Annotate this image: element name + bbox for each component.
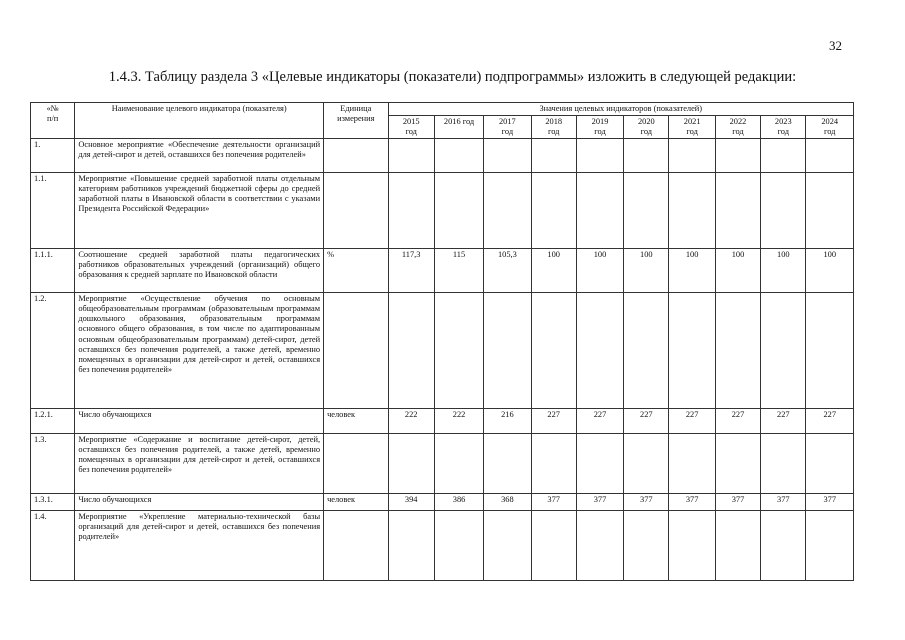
value-cell xyxy=(434,434,483,494)
indicator-name: Число обучающихся xyxy=(75,409,324,434)
row-number: 1. xyxy=(31,139,75,173)
value-cell: 227 xyxy=(531,409,576,434)
value-cell xyxy=(434,139,483,173)
indicator-name: Мероприятие «Повышение средней заработной платы отдельным категориям работников учреждений бюджетной сферы до средней заработной платы в Ивановской области в соответствии с указами Президента Российской Федерации» xyxy=(75,173,324,249)
indicators-table xyxy=(30,102,854,581)
header-num-line2: п/п xyxy=(47,114,59,124)
unit-cell: % xyxy=(324,249,388,293)
value-cell: 386 xyxy=(434,494,483,511)
value-cell: 105,3 xyxy=(484,249,531,293)
header-year-line: 2016 год xyxy=(443,117,475,127)
indicator-name: Число обучающихся xyxy=(75,494,324,511)
header-year xyxy=(388,116,434,139)
row-number: 1.1.1. xyxy=(31,249,75,293)
value-cell: 115 xyxy=(434,249,483,293)
value-cell xyxy=(715,173,760,249)
table-body xyxy=(31,139,854,581)
value-cell: 227 xyxy=(669,409,715,434)
header-year-line: 2015 xyxy=(402,117,420,127)
value-cell: 100 xyxy=(531,249,576,293)
header-num-line1: «№ xyxy=(46,104,59,113)
value-cell xyxy=(624,511,669,581)
unit-cell: человек xyxy=(324,494,388,511)
value-cell: 227 xyxy=(806,409,854,434)
value-cell: 394 xyxy=(388,494,434,511)
value-cell xyxy=(484,511,531,581)
value-cell: 222 xyxy=(434,409,483,434)
header-unit-line2: измерения xyxy=(337,114,375,124)
value-cell xyxy=(388,293,434,409)
row-number: 1.3.1. xyxy=(31,494,75,511)
value-cell: 100 xyxy=(576,249,623,293)
value-cell xyxy=(761,511,806,581)
value-cell xyxy=(715,434,760,494)
header-year-line: 2019 xyxy=(591,117,609,127)
value-cell xyxy=(531,293,576,409)
value-cell xyxy=(761,434,806,494)
value-cell xyxy=(669,139,715,173)
value-cell: 100 xyxy=(806,249,854,293)
value-cell xyxy=(669,511,715,581)
table-row xyxy=(31,139,854,173)
header-year xyxy=(669,116,715,139)
value-cell: 377 xyxy=(761,494,806,511)
value-cell xyxy=(624,139,669,173)
header-year-line: 2022 xyxy=(729,117,747,127)
header-year-line: год xyxy=(640,127,653,137)
row-number: 1.4. xyxy=(31,511,75,581)
header-year-line: год xyxy=(547,127,560,137)
header-year-line: 2021 xyxy=(683,117,701,127)
header-year xyxy=(624,116,669,139)
value-cell: 377 xyxy=(531,494,576,511)
header-year xyxy=(576,116,623,139)
row-number: 1.2. xyxy=(31,293,75,409)
value-cell: 100 xyxy=(761,249,806,293)
row-number: 1.3. xyxy=(31,434,75,494)
header-name: Наименование целевого индикатора (показателя) xyxy=(75,103,324,139)
table-row xyxy=(31,249,854,293)
value-cell xyxy=(484,173,531,249)
value-cell: 377 xyxy=(806,494,854,511)
value-cell xyxy=(806,293,854,409)
table-row xyxy=(31,511,854,581)
header-values-group: Значения целевых индикаторов (показателей) xyxy=(388,103,853,116)
header-year-line: год xyxy=(824,127,836,137)
value-cell xyxy=(715,139,760,173)
table-row xyxy=(31,293,854,409)
value-cell: 377 xyxy=(576,494,623,511)
value-cell xyxy=(806,511,854,581)
value-cell xyxy=(388,139,434,173)
unit-cell xyxy=(324,511,388,581)
table-row xyxy=(31,173,854,249)
header-year-line: 2024 xyxy=(821,117,839,127)
value-cell: 377 xyxy=(624,494,669,511)
value-cell xyxy=(531,173,576,249)
value-cell xyxy=(761,139,806,173)
value-cell: 227 xyxy=(715,409,760,434)
value-cell xyxy=(624,434,669,494)
value-cell xyxy=(434,173,483,249)
value-cell xyxy=(576,434,623,494)
unit-cell: человек xyxy=(324,409,388,434)
value-cell xyxy=(434,511,483,581)
header-year-line: 2023 xyxy=(774,117,792,127)
value-cell: 100 xyxy=(715,249,760,293)
value-cell xyxy=(531,511,576,581)
value-cell: 100 xyxy=(624,249,669,293)
value-cell: 227 xyxy=(761,409,806,434)
value-cell xyxy=(624,173,669,249)
value-cell: 368 xyxy=(484,494,531,511)
header-year xyxy=(531,116,576,139)
header-year-line: год xyxy=(732,127,744,137)
header-year-line: 2018 xyxy=(545,117,563,127)
indicator-name: Мероприятие «Укрепление материально-технической базы организаций для детей-сирот и детей, оставшихся без попечения родителей» xyxy=(75,511,324,581)
value-cell: 100 xyxy=(669,249,715,293)
value-cell xyxy=(576,293,623,409)
value-cell: 117,3 xyxy=(388,249,434,293)
header-year-line: год xyxy=(594,127,606,137)
value-cell: 216 xyxy=(484,409,531,434)
page-number: 32 xyxy=(829,38,842,53)
header-year-line: год xyxy=(405,127,417,137)
unit-cell xyxy=(324,173,388,249)
value-cell xyxy=(484,293,531,409)
header-year xyxy=(484,116,531,139)
value-cell: 227 xyxy=(624,409,669,434)
unit-cell xyxy=(324,139,388,173)
header-year xyxy=(761,116,806,139)
value-cell xyxy=(576,173,623,249)
header-year xyxy=(434,116,483,139)
value-cell xyxy=(434,293,483,409)
indicator-name: Мероприятие «Осуществление обучения по основным общеобразовательным программам (образовательным программам дошкольного образования, образовательным программам основного общего образования, в том числе по адаптированным основным общеобразовательным программам) детей-сирот, детей оставшихся без попечения родителей, а также детей, временно помещенных в организации для детей-сирот и детей, оставшихся без попечения родителей» xyxy=(75,293,324,409)
value-cell xyxy=(715,293,760,409)
header-num xyxy=(31,103,75,139)
value-cell: 377 xyxy=(669,494,715,511)
value-cell xyxy=(388,173,434,249)
value-cell xyxy=(806,434,854,494)
value-cell xyxy=(669,173,715,249)
value-cell xyxy=(806,173,854,249)
row-number: 1.2.1. xyxy=(31,409,75,434)
value-cell xyxy=(715,511,760,581)
value-cell: 222 xyxy=(388,409,434,434)
header-year-line: год xyxy=(686,127,698,137)
value-cell xyxy=(388,511,434,581)
value-cell xyxy=(576,139,623,173)
value-cell xyxy=(484,434,531,494)
table-row xyxy=(31,494,854,511)
value-cell xyxy=(806,139,854,173)
header-year xyxy=(715,116,760,139)
value-cell xyxy=(761,293,806,409)
indicator-name: Мероприятие «Содержание и воспитание детей-сирот, детей, оставшихся без попечения родителей, а также детей, временно помещенных в организации для детей-сирот и детей, оставшихся без попечения родителей» xyxy=(75,434,324,494)
value-cell xyxy=(576,511,623,581)
value-cell: 227 xyxy=(576,409,623,434)
value-cell xyxy=(388,434,434,494)
section-heading: 1.4.3. Таблицу раздела 3 «Целевые индикаторы (показатели) подпрограммы» изложить в следующей редакции: xyxy=(108,69,797,85)
value-cell xyxy=(484,139,531,173)
header-unit xyxy=(324,103,388,139)
value-cell xyxy=(669,434,715,494)
value-cell xyxy=(761,173,806,249)
unit-cell xyxy=(324,434,388,494)
header-year-line: год xyxy=(501,127,514,137)
header-unit-line1: Единица xyxy=(340,104,372,113)
header-year-line: год xyxy=(777,127,789,137)
indicator-name: Соотношение средней заработной платы педагогических работников образовательных учреждений (организаций) общего образования к средней зарплате по Ивановской области xyxy=(75,249,324,293)
row-number: 1.1. xyxy=(31,173,75,249)
value-cell xyxy=(531,139,576,173)
table-header xyxy=(31,103,854,139)
indicator-name: Основное мероприятие «Обеспечение деятельности организаций для детей-сирот и детей, оставшихся без попечения родителей» xyxy=(75,139,324,173)
header-year-line: 2020 xyxy=(637,117,655,127)
value-cell xyxy=(624,293,669,409)
table-row xyxy=(31,434,854,494)
table-row xyxy=(31,409,854,434)
value-cell: 377 xyxy=(715,494,760,511)
unit-cell xyxy=(324,293,388,409)
header-year xyxy=(806,116,854,139)
value-cell xyxy=(669,293,715,409)
value-cell xyxy=(531,434,576,494)
header-year-line: 2017 xyxy=(498,117,516,127)
